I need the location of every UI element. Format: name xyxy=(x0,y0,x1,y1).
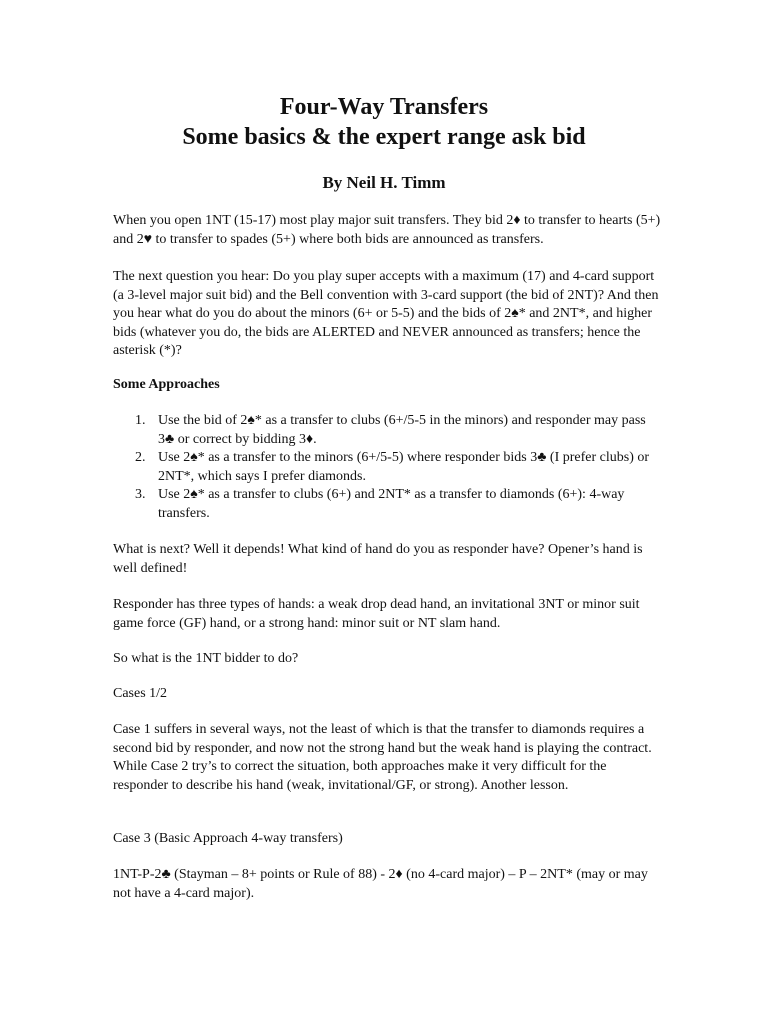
paragraph-whats-next: What is next? Well it depends! What kind of hand do you as responder have? Opener’s hand is well defined! xyxy=(113,542,643,576)
list-item xyxy=(113,412,661,449)
list-item xyxy=(113,486,661,523)
paragraph-case3-heading: Case 3 (Basic Approach 4-way transfers) xyxy=(113,831,343,846)
paragraph-cases-heading: Cases 1/2 xyxy=(113,686,168,701)
document-subtitle: Some basics & the expert range ask bid xyxy=(182,124,586,150)
paragraph-stayman: 1NT-P-2♣ (Stayman – 8+ points or Rule of 88) - 2♦ (no 4-card major) – P – 2NT* (may or may not have a 4-card major). xyxy=(113,867,648,901)
section-heading: Some Approaches xyxy=(113,377,220,392)
list-item-number: 2. xyxy=(135,450,146,465)
list-item-number: 3. xyxy=(135,487,146,502)
document-title: Four-Way Transfers xyxy=(279,94,489,120)
list-item-number: 1. xyxy=(135,413,146,428)
paragraph-question: So what is the 1NT bidder to do? xyxy=(113,651,299,666)
list-item xyxy=(113,449,661,486)
list-item-text: Use 2♠* as a transfer to clubs (6+) and 2NT* as a transfer to diamonds (6+): 4-way transfers. xyxy=(158,487,625,521)
list-item-text: Use the bid of 2♠* as a transfer to clubs (6+/5-5 in the minors) and responder may pass 3♣ or correct by bidding 3♦. xyxy=(158,413,646,447)
paragraph-case1: Case 1 suffers in several ways, not the least of which is that the transfer to diamonds requires a second bid by responder, and now not the strong hand but the weak hand is playing the contract. While Case 2 try’s to correct the situation, both approaches make it very difficult for the responder to describe his hand (weak, invitational/GF, or strong). Another lesson. xyxy=(113,722,652,793)
paragraph-hand-types: Responder has three types of hands: a weak drop dead hand, an invitational 3NT or minor suit game force (GF) hand, or a strong hand: minor suit or NT slam hand. xyxy=(113,597,640,631)
author-byline: By Neil H. Timm xyxy=(322,173,446,192)
paragraph-intro: When you open 1NT (15-17) most play major suit transfers. They bid 2♦ to transfer to hearts (5+) and 2♥ to transfer to spades (5+) where both bids are announced as transfers. xyxy=(113,213,661,247)
approaches-list xyxy=(113,412,661,523)
list-item-text: Use 2♠* as a transfer to the minors (6+/5-5) where responder bids 3♣ (I prefer clubs) or 2NT*, which says I prefer diamonds. xyxy=(158,450,650,484)
paragraph-next-question: The next question you hear: Do you play super accepts with a maximum (17) and 4-card support (a 3-level major suit bid) and the Bell convention with 3-card support (the bid of 2NT)? And then you hear what do you do about the minors (6+ or 5-5) and the bids of 2♠* and 2NT*, and higher bids (whatever you do, the bids are ALERTED and NEVER announced as transfers; hence the asterisk (*)? xyxy=(113,269,659,358)
